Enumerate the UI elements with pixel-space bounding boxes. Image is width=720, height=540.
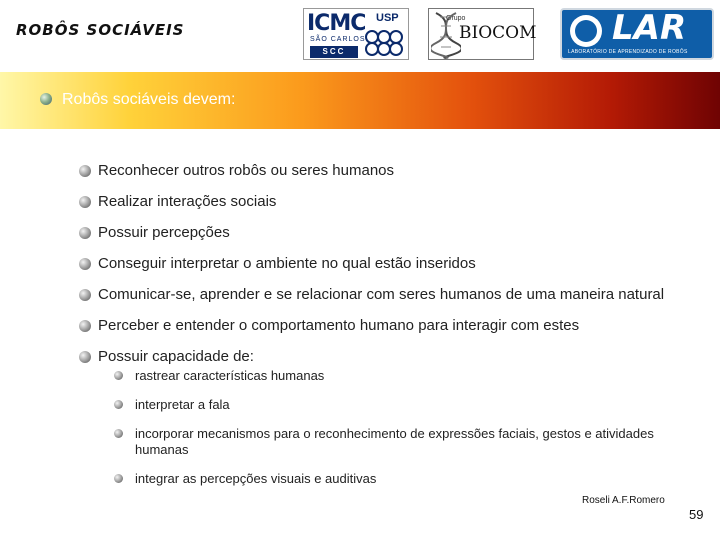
sub-list-item: incorporar mecanismos para o reconhecimento de expressões faciais, gestos e atividades humanas [135, 426, 654, 457]
biocom-logo [428, 8, 537, 60]
bullet-icon [79, 227, 91, 239]
icmc-logo-text: ICMC [307, 11, 366, 36]
lar-badge-icon [570, 15, 602, 47]
author-credit: Roseli A.F.Romero [582, 495, 665, 506]
icmc-badge: SCC [310, 46, 358, 58]
list-item: Possuir capacidade de: [98, 348, 254, 365]
lar-logo [560, 8, 714, 60]
sub-bullet-icon [114, 400, 123, 409]
sub-list-item: integrar as percepções visuais e auditivas [135, 471, 377, 486]
list-item: Realizar interações sociais [98, 193, 277, 210]
bullet-icon [79, 165, 91, 177]
biocom-logo-text: BIOCOM [459, 23, 537, 43]
list-item: Perceber e entender o comportamento humano para interagir com estes [98, 317, 580, 334]
biocom-grupo-text: Grupo [446, 15, 466, 22]
list-item: Comunicar-se, aprender e se relacionar com seres humanos de uma maneira natural [98, 286, 665, 303]
icmc-city-text: SÃO CARLOS [310, 36, 366, 43]
bullet-icon [79, 320, 91, 332]
list-item: Conseguir interpretar o ambiente no qual estão inseridos [98, 255, 476, 272]
lar-logo-text: LAR [612, 8, 687, 48]
bullet-icon [79, 289, 91, 301]
sub-list-item: rastrear características humanas [135, 368, 325, 383]
sub-bullet-icon [114, 371, 123, 380]
bullet-icon [79, 351, 91, 363]
sub-list-item: interpretar a fala [135, 397, 230, 412]
slide-title: ROBÔS SOCIÁVEIS [16, 21, 185, 39]
lar-logo-subtitle: LABORATÓRIO DE APRENDIZADO DE ROBÔS [568, 49, 688, 55]
celtic-knot-icon [364, 29, 404, 57]
usp-logo-text: USP [376, 12, 399, 24]
bullet-icon [79, 196, 91, 208]
list-item: Reconhecer outros robôs ou seres humanos [98, 162, 395, 179]
bullet-icon [79, 258, 91, 270]
page-number: 59 [689, 507, 704, 522]
list-item: Possuir percepções [98, 224, 230, 241]
sub-bullet-icon [114, 474, 123, 483]
icmc-usp-logo [303, 8, 409, 60]
sub-bullet-icon [114, 429, 123, 438]
banner-bullet-icon [40, 93, 52, 105]
banner-heading: Robôs sociáveis devem: [62, 91, 236, 108]
